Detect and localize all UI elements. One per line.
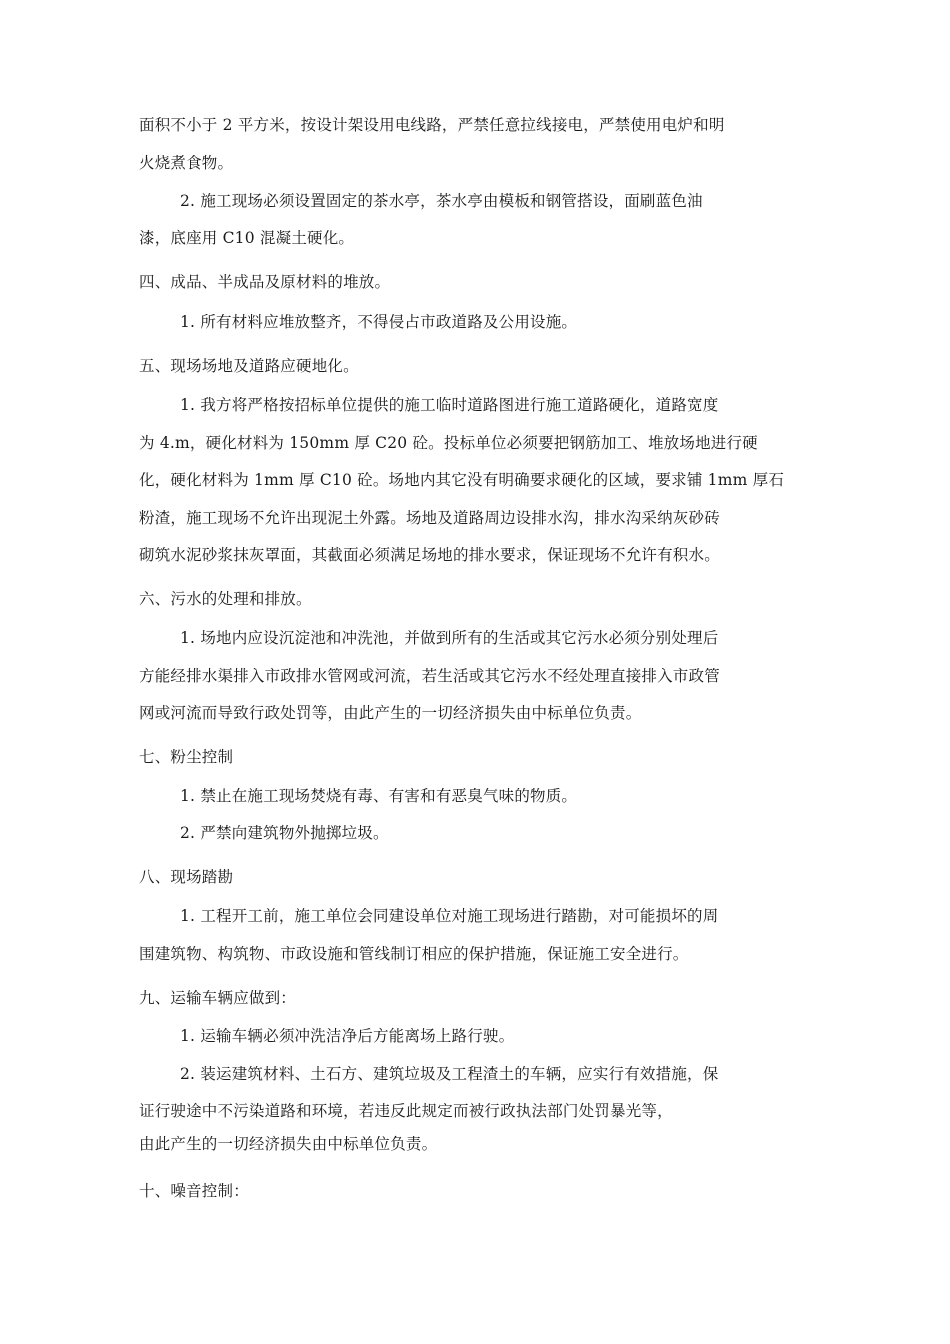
section-heading: 五、现场场地及道路应硬地化。 <box>139 357 359 375</box>
list-item-line: 1. 运输车辆必须冲洗洁净后方能离场上路行驶。 <box>180 1027 515 1045</box>
list-item-line: 1. 禁止在施工现场焚烧有毒、有害和有恶臭气味的物质。 <box>180 787 578 805</box>
paragraph-line: 证行驶途中不污染道路和环境，若违反此规定而被行政执法部门处罚暴光等， <box>139 1102 673 1120</box>
paragraph-line: 围建筑物、构筑物、市政设施和管线制订相应的保护措施，保证施工安全进行。 <box>139 945 689 963</box>
section-heading: 九、运输车辆应做到： <box>139 989 297 1007</box>
list-item-line: 1. 我方将严格按招标单位提供的施工临时道路图进行施工道路硬化，道路宽度 <box>180 396 719 414</box>
paragraph-line: 漆，底座用 C10 混凝土硬化。 <box>139 229 355 247</box>
section-heading: 七、粉尘控制 <box>139 748 234 766</box>
paragraph-line: 为 4.m，硬化材料为 150mm 厚 C20 砼。投标单位必须要把钢筋加工、堆放场地进行硬 <box>139 434 758 452</box>
list-item-line: 2. 施工现场必须设置固定的茶水亭，茶水亭由模板和钢管搭设，面刷蓝色油 <box>180 192 703 210</box>
paragraph-line: 粉渣，施工现场不允许出现泥土外露。场地及道路周边设排水沟，排水沟采纳灰砂砖 <box>139 509 720 527</box>
list-item-line: 1. 所有材料应堆放整齐，不得侵占市政道路及公用设施。 <box>180 313 578 331</box>
section-heading: 八、现场踏勘 <box>139 868 234 886</box>
paragraph-line: 面积不小于 2 平方米，按设计架设用电线路，严禁任意拉线接电，严禁使用电炉和明 <box>139 116 725 134</box>
section-heading: 四、成品、半成品及原材料的堆放。 <box>139 273 391 291</box>
paragraph-line: 由此产生的一切经济损失由中标单位负责。 <box>139 1135 438 1153</box>
list-item-line: 2. 严禁向建筑物外抛掷垃圾。 <box>180 824 389 842</box>
section-heading: 十、噪音控制： <box>139 1182 249 1200</box>
paragraph-line: 砌筑水泥砂浆抹灰罩面，其截面必须满足场地的排水要求，保证现场不允许有积水。 <box>139 546 720 564</box>
list-item-line: 2. 装运建筑材料、土石方、建筑垃圾及工程渣土的车辆，应实行有效措施，保 <box>180 1065 719 1083</box>
paragraph-line: 化，硬化材料为 1mm 厚 C10 砼。场地内其它没有明确要求硬化的区域，要求铺 1mm 厚石 <box>139 471 785 489</box>
paragraph-line: 火烧煮食物。 <box>139 154 234 172</box>
section-heading: 六、污水的处理和排放。 <box>139 590 312 608</box>
paragraph-line: 网或河流而导致行政处罚等，由此产生的一切经济损失由中标单位负责。 <box>139 704 642 722</box>
list-item-line: 1. 场地内应设沉淀池和冲洗池，并做到所有的生活或其它污水必须分别处理后 <box>180 629 719 647</box>
paragraph-line: 方能经排水渠排入市政排水管网或河流，若生活或其它污水不经处理直接排入市政管 <box>139 667 720 685</box>
list-item-line: 1. 工程开工前，施工单位会同建设单位对施工现场进行踏勘，对可能损坏的周 <box>180 907 719 925</box>
